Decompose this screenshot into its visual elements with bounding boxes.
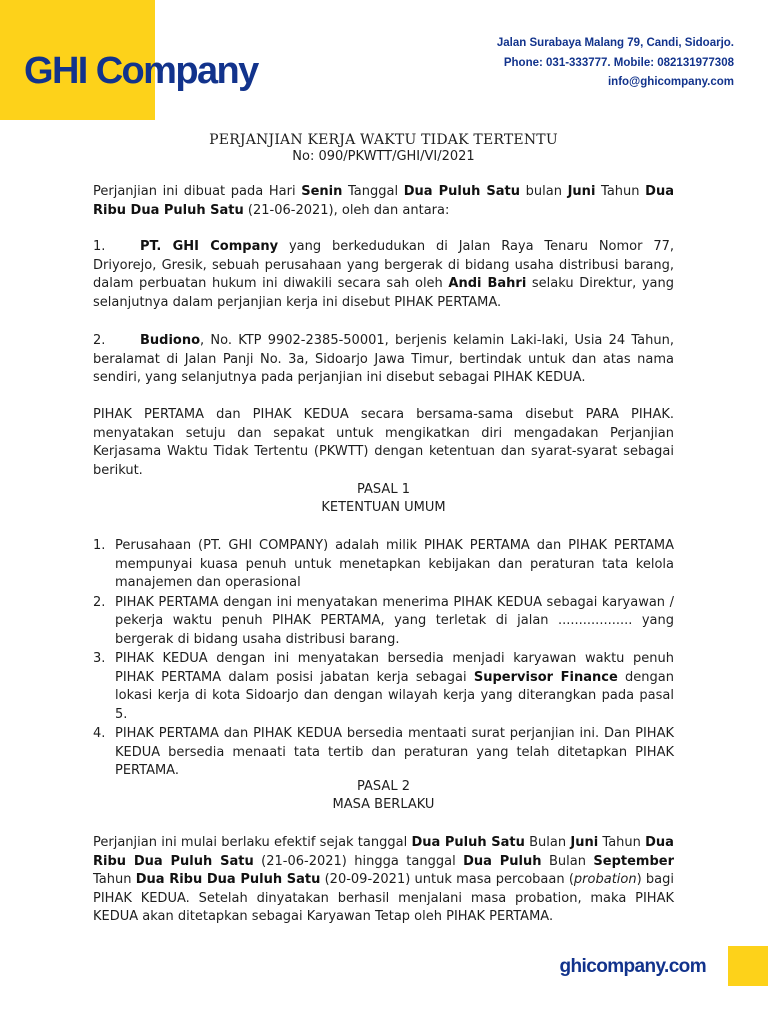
party-one-representative: Andi Bahri	[448, 276, 527, 291]
pasal-2-title: MASA BERLAKU	[332, 797, 435, 812]
company-address: Jalan Surabaya Malang 79, Candi, Sidoarjo.	[496, 37, 734, 49]
company-email: info@ghicompany.com	[607, 76, 734, 88]
intro-day: Senin	[301, 184, 343, 199]
list-item: 1. Perusahaan (PT. GHI COMPANY) adalah milik PIHAK PERTAMA dan PIHAK PERTAMA mempunyai kuasa penuh untuk menetapkan kebijakan dan peraturan tata kelola manajemen dan operasional	[93, 538, 674, 590]
pasal-1-list	[93, 537, 674, 782]
party-one-number: 1.	[93, 239, 106, 254]
intro-year: Dua Ribu Dua Puluh Satu	[93, 184, 674, 218]
probation-term: probation	[573, 872, 637, 887]
pasal-1-label: PASAL 1	[357, 482, 410, 497]
intro-date: Dua Puluh Satu	[403, 184, 520, 199]
list-item: 3. PIHAK KEDUA dengan ini menyatakan bersedia menjadi karyawan waktu penuh PIHAK PERTAMA dalam posisi jabatan kerja sebagai Supervisor Finance dengan lokasi kerja di kota Sidoarjo dan dengan wilayah kerja yang diterangkan pada pasal 5.	[93, 651, 674, 722]
company-phone: Phone: 031-333777. Mobile: 082131977308	[503, 56, 734, 69]
party-two-name: Budiono	[140, 333, 201, 348]
company-logo: GHI Company	[24, 50, 258, 92]
parties-statement: PIHAK PERTAMA dan PIHAK KEDUA secara bersama-sama disebut PARA PIHAK. menyatakan setuju dan sepakat untuk mengikatkan diri mengadakan Perjanjian Kerjasama Waktu Tidak Tertentu (PKWTT) dengan ketentuan dan syarat-syarat sebagai berikut.	[93, 407, 674, 478]
document-title: PERJANJIAN KERJA WAKTU TIDAK TERTENTU	[209, 132, 558, 148]
contact-info	[497, 34, 734, 93]
document-number: No: 090/PKWTT/GHI/VI/2021	[292, 149, 475, 164]
party-one-name: PT. GHI Company	[140, 239, 279, 254]
intro-month: Juni	[567, 184, 596, 199]
pasal-1-title: KETENTUAN UMUM	[321, 500, 446, 515]
party-two-number: 2.	[93, 333, 106, 348]
pasal-2-paragraph: Perjanjian ini mulai berlaku efektif sejak tanggal Dua Puluh Satu Bulan Juni Tahun Dua Ribu Dua Puluh Satu (21-06-2021) hingga tanggal Dua Puluh Bulan September Tahun Dua Ribu Dua Puluh Satu (20-09-2021) untuk masa percobaan (probation) bagi PIHAK KEDUA. Setelah dinyatakan berhasil menjalani masa probation, maka PIHAK KEDUA akan ditetapkan sebagai Karyawan Tetap oleh PIHAK PERTAMA.	[93, 835, 674, 924]
list-item: 2. PIHAK PERTAMA dengan ini menyatakan menerima PIHAK KEDUA sebagai karyawan / pekerja waktu penuh PIHAK PERTAMA, yang terletak di jalan .................. yang bergerak di bidang usaha distribusi barang.	[93, 594, 674, 647]
footer-yellow-block	[728, 946, 768, 986]
party-two-paragraph: 2. Budiono, No. KTP 9902-2385-50001, berjenis kelamin Laki-laki, Usia 24 Tahun, beralamat di Jalan Panji No. 3a, Sidoarjo Jawa Timur, bertindak untuk dan atas nama sendiri, yang selanjutnya pada perjanjian ini disebut sebagai PIHAK KEDUA.	[93, 333, 674, 385]
company-website: ghicompany.com	[559, 956, 706, 977]
list-item: 4. PIHAK PERTAMA dan PIHAK KEDUA bersedia mentaati surat perjanjian ini. Dan PIHAK KEDUA bersedia menaati tata tertib dan peraturan yang telah ditetapkan PIHAK PERTAMA.	[93, 726, 674, 778]
party-one-paragraph: 1. PT. GHI Company yang berkedudukan di Jalan Raya Tenaru Nomor 77, Driyorejo, Gresik, sebuah perusahaan yang bergerak di bidang usaha distribusi barang, dalam perbuatan hukum ini diwakili secara sah oleh Andi Bahri selaku Direktur, yang selanjutnya dalam perjanjian kerja ini disebut PIHAK PERTAMA.	[93, 239, 674, 310]
job-position: Supervisor Finance	[473, 669, 618, 685]
pasal-2-label: PASAL 2	[357, 779, 410, 794]
intro-paragraph: Perjanjian ini dibuat pada Hari Senin Tanggal Dua Puluh Satu bulan Juni Tahun Dua Ribu Dua Puluh Satu (21-06-2021), oleh dan antara:	[93, 184, 674, 218]
